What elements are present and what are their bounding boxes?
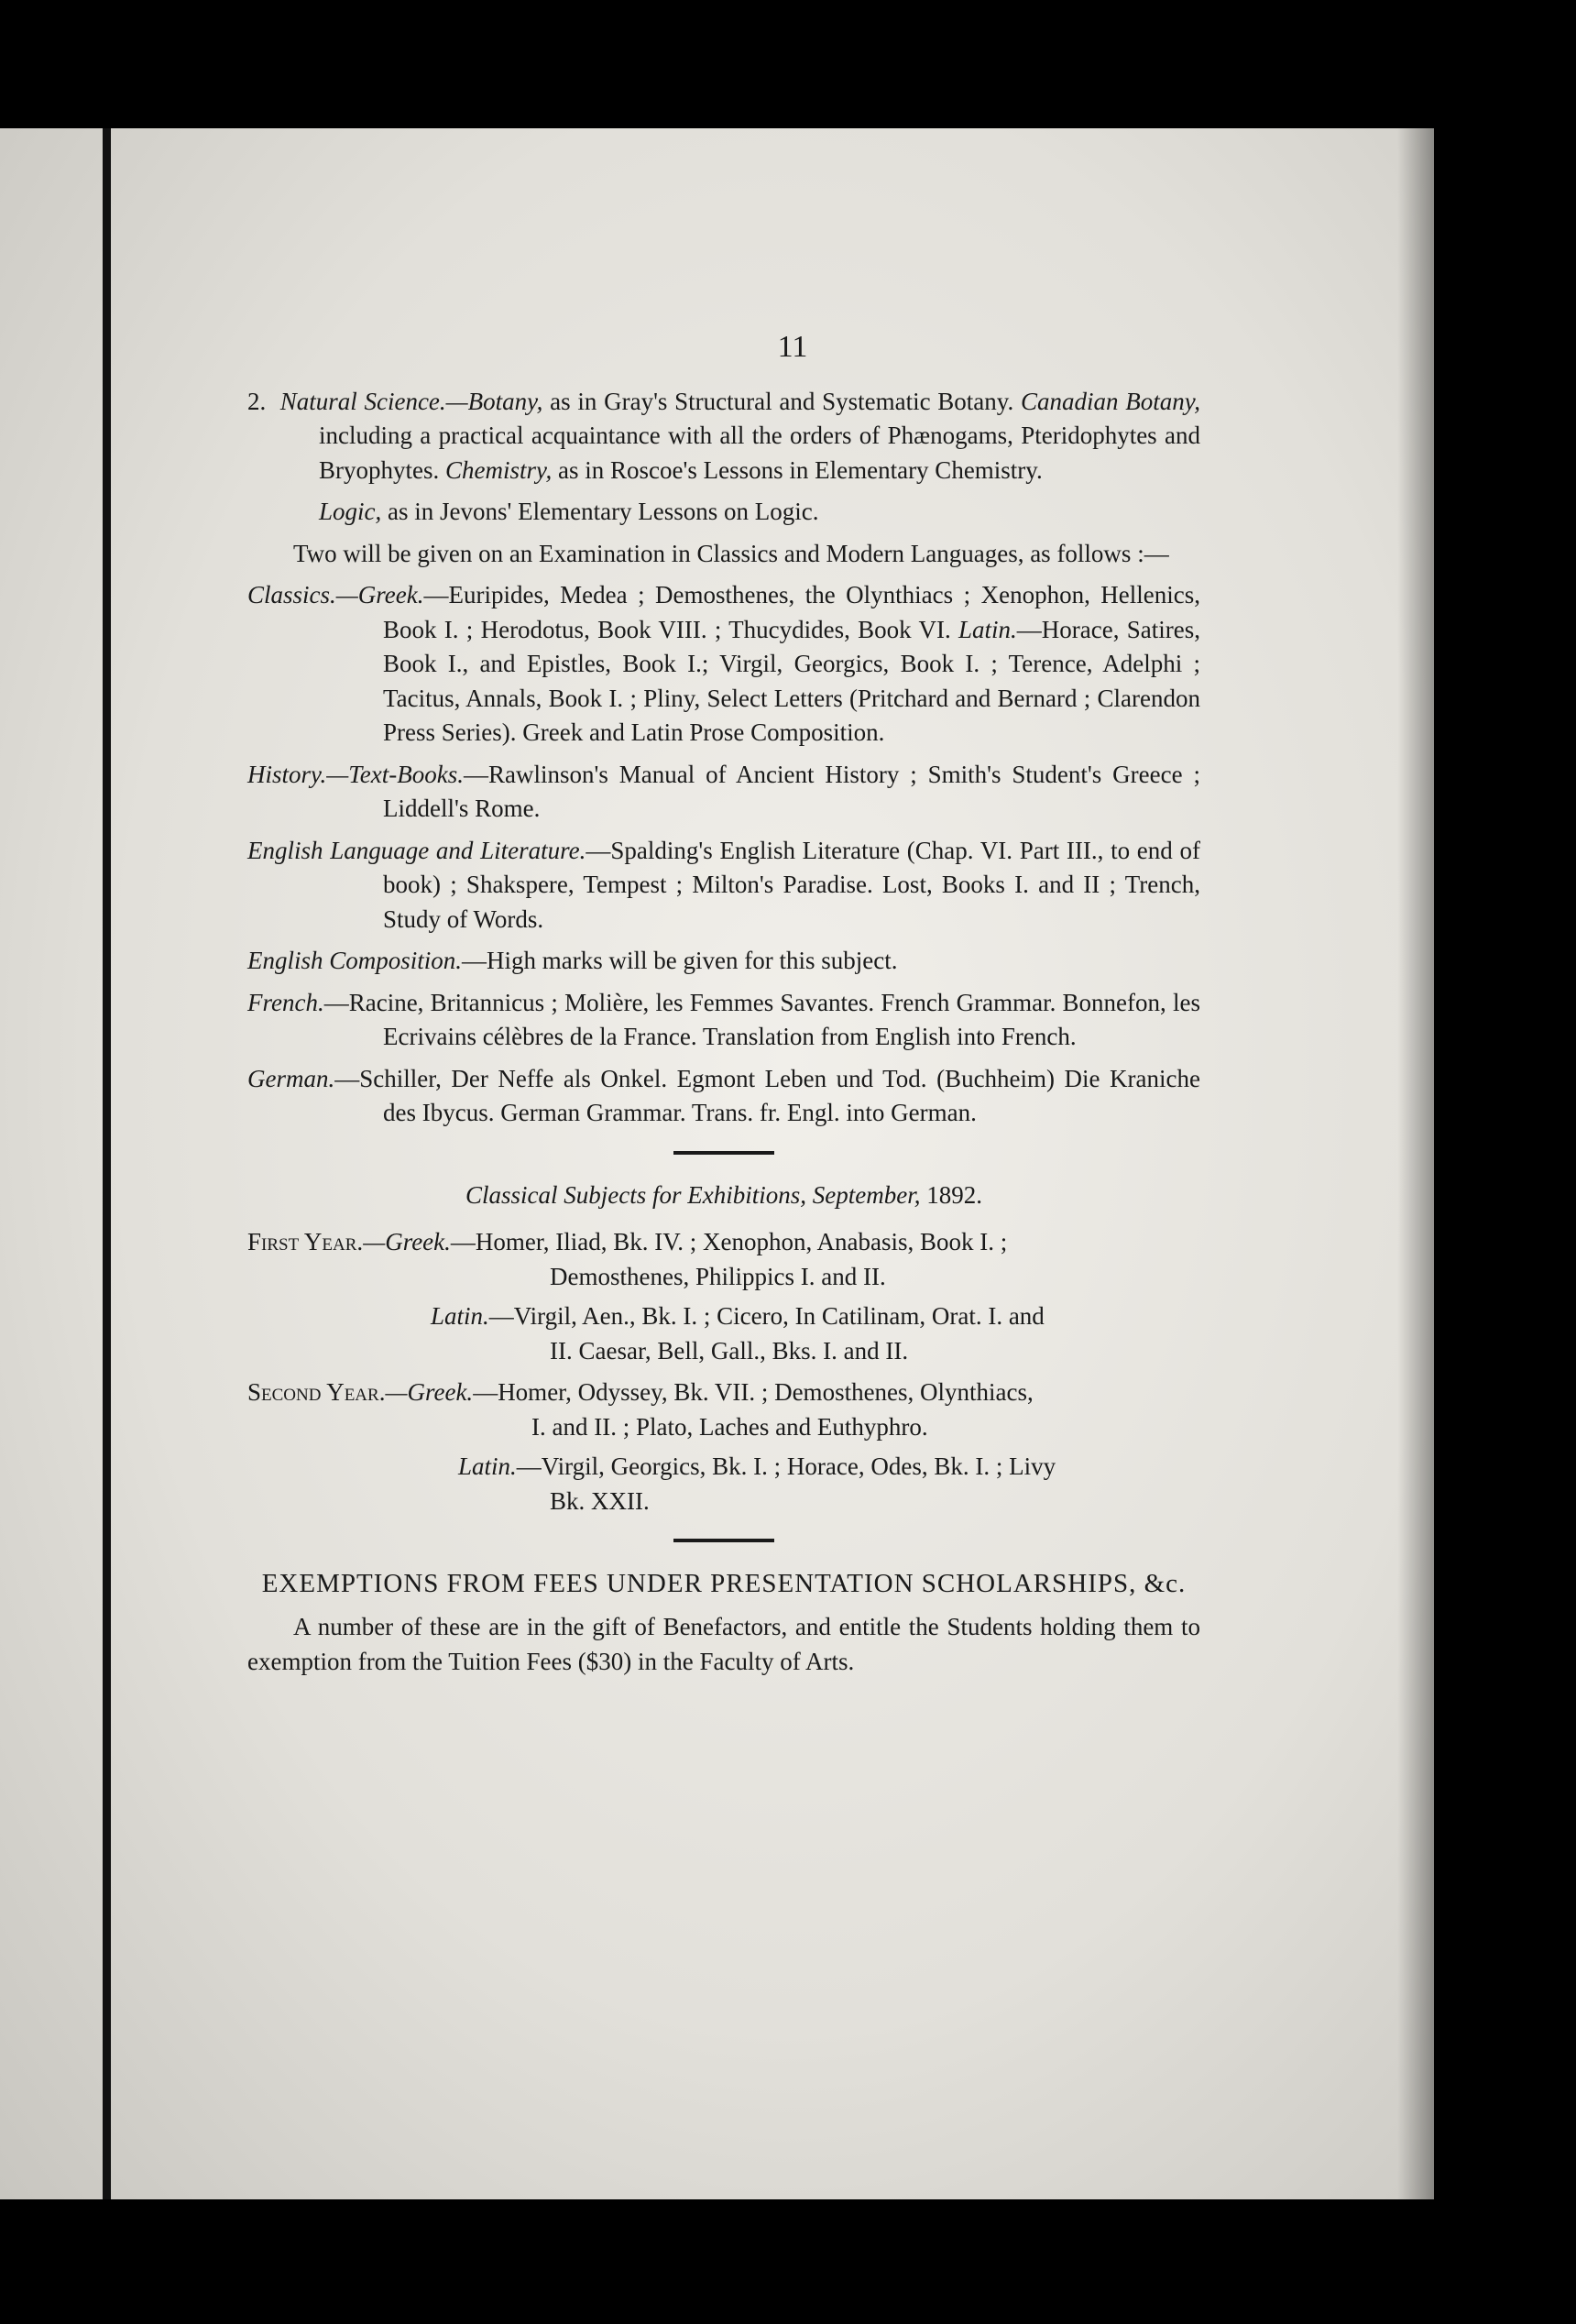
- first-year-latin-text: —Virgil, Aen., Bk. I. ; Cicero, In Catilinam, Orat. I. and: [488, 1302, 1045, 1330]
- german-text: —Schiller, Der Neffe als Onkel. Egmont Leben und Tod. (Buchheim) Die Kraniche des Ibycus. German Grammar. Trans. fr. Engl. into German.: [334, 1064, 1200, 1126]
- second-year-greek: [247, 1376, 1200, 1410]
- history-item: [247, 758, 1200, 827]
- second-year-greek-continued: I. and II. ; Plato, Laches and Euthyphro.: [531, 1412, 928, 1441]
- first-year-latin-continued: II. Caesar, Bell, Gall., Bks. I. and II.: [550, 1336, 909, 1365]
- canadian-botany-label: Canadian Botany,: [1021, 387, 1200, 415]
- classics-greek-text: —Euripides, Medea ; Demosthenes, the Olynthiacs ; Xenophon, Hellenics, Book I. ; Herodotus, Book VIII. ; Thucydides, Book VI.: [383, 581, 1200, 643]
- second-year-greek-label: —Greek.: [385, 1378, 474, 1406]
- logic-label: Logic,: [319, 498, 382, 525]
- english-literature-label: English Language and Literature.: [247, 836, 586, 864]
- botany-text: as in Gray's Structural and Systematic Botany.: [542, 387, 1022, 415]
- section-divider-2: [673, 1539, 774, 1542]
- logic-text: as in Jevons' Elementary Lessons on Logic.: [381, 498, 819, 525]
- first-year-latin: [247, 1299, 1200, 1334]
- english-composition-item: [247, 944, 1200, 979]
- english-composition-text: —High marks will be given for this subject.: [462, 947, 898, 974]
- classics-latin-text: —Horace, Satires, Book I., and Epistles, Book I.; Virgil, Georgics, Book I. ; Terence, Adelphi ; Tacitus, Annals, Book I. ; Pliny, Select Letters (Pritchard and Bernard ; Clarendon Press Series). Greek and Latin Prose Composition.: [383, 615, 1200, 746]
- second-year-label: Second Year.: [247, 1378, 386, 1406]
- exhibitions-heading-text: Classical Subjects for Exhibitions, September,: [465, 1180, 921, 1209]
- scanned-page: [0, 128, 1434, 2199]
- first-year-latin-label: Latin.: [431, 1302, 489, 1330]
- item-number: 2.: [247, 387, 267, 415]
- exemptions-text: A number of these are in the gift of Benefactors, and entitle the Students holding them to exemption from the Tuition Fees ($30) in the Faculty of Arts.: [247, 1613, 1200, 1675]
- second-year-latin-label: Latin.: [458, 1452, 517, 1480]
- history-label: History.—Text-Books.: [247, 760, 464, 788]
- intro-paragraph: Two will be given on an Examination in Classics and Modern Languages, as follows :—: [293, 539, 1169, 567]
- second-year-latin-text: —Virgil, Georgics, Bk. I. ; Horace, Odes, Bk. I. ; Livy: [516, 1452, 1056, 1480]
- english-literature-item: [247, 834, 1200, 937]
- binding-rule: [103, 128, 111, 2199]
- exemptions-heading: EXEMPTIONS FROM FEES UNDER PRESENTATION SCHOLARSHIPS, &c.: [261, 1569, 1187, 1598]
- page-number: 11: [777, 330, 808, 364]
- exhibitions-heading-year: 1892.: [920, 1180, 982, 1209]
- english-literature-text: —Spalding's English Literature (Chap. VI. Part III., to end of book) ; Shakspere, Tempest ; Milton's Paradise. Lost, Books I. and II ; Trench, Study of Words.: [383, 836, 1200, 933]
- natural-science-item: [247, 385, 1200, 488]
- section-divider: [673, 1151, 774, 1155]
- logic-item: [247, 495, 1200, 530]
- chemistry-text: as in Roscoe's Lessons in Elementary Chemistry.: [552, 455, 1043, 484]
- second-year-latin: [247, 1450, 1200, 1485]
- classics-latin-label: Latin.: [958, 615, 1017, 643]
- second-year-greek-text: —Homer, Odyssey, Bk. VII. ; Demosthenes, Olynthiacs,: [473, 1378, 1034, 1406]
- french-label: French.: [247, 988, 324, 1016]
- classics-label: Classics.—Greek.: [247, 581, 424, 608]
- exhibitions-heading: [247, 1178, 1200, 1213]
- first-year-greek-label: —Greek.: [363, 1228, 451, 1255]
- chemistry-label: Chemistry,: [445, 455, 553, 484]
- french-text: —Racine, Britannicus ; Molière, les Femmes Savantes. French Grammar. Bonnefon, les Ecrivains célèbres de la France. Translation from English into French.: [323, 988, 1200, 1050]
- french-item: [247, 986, 1200, 1055]
- first-year-greek-continued: Demosthenes, Philippics I. and II.: [550, 1262, 886, 1290]
- second-year-latin-continued: Bk. XXII.: [550, 1486, 650, 1515]
- natural-science-title: Natural Science.: [279, 387, 446, 415]
- first-year-label: First Year.: [247, 1228, 364, 1255]
- page-shadow: [1397, 128, 1434, 2199]
- botany-label: —Botany,: [445, 387, 543, 415]
- first-year-greek: [247, 1225, 1200, 1260]
- canadian-botany-text: including a practical acquaintance with all the orders of Phænogams, Pteridophytes and Bryophytes.: [319, 422, 1200, 484]
- history-text: —Rawlinson's Manual of Ancient History ; Smith's Student's Greece ; Liddell's Rome.: [383, 760, 1200, 822]
- classics-item: [247, 578, 1200, 751]
- english-composition-label: English Composition.: [247, 947, 463, 974]
- german-label: German.: [247, 1064, 335, 1092]
- page-content: [247, 330, 1200, 1686]
- german-item: [247, 1062, 1200, 1131]
- first-year-greek-text: —Homer, Iliad, Bk. IV. ; Xenophon, Anabasis, Book I. ;: [450, 1228, 1008, 1255]
